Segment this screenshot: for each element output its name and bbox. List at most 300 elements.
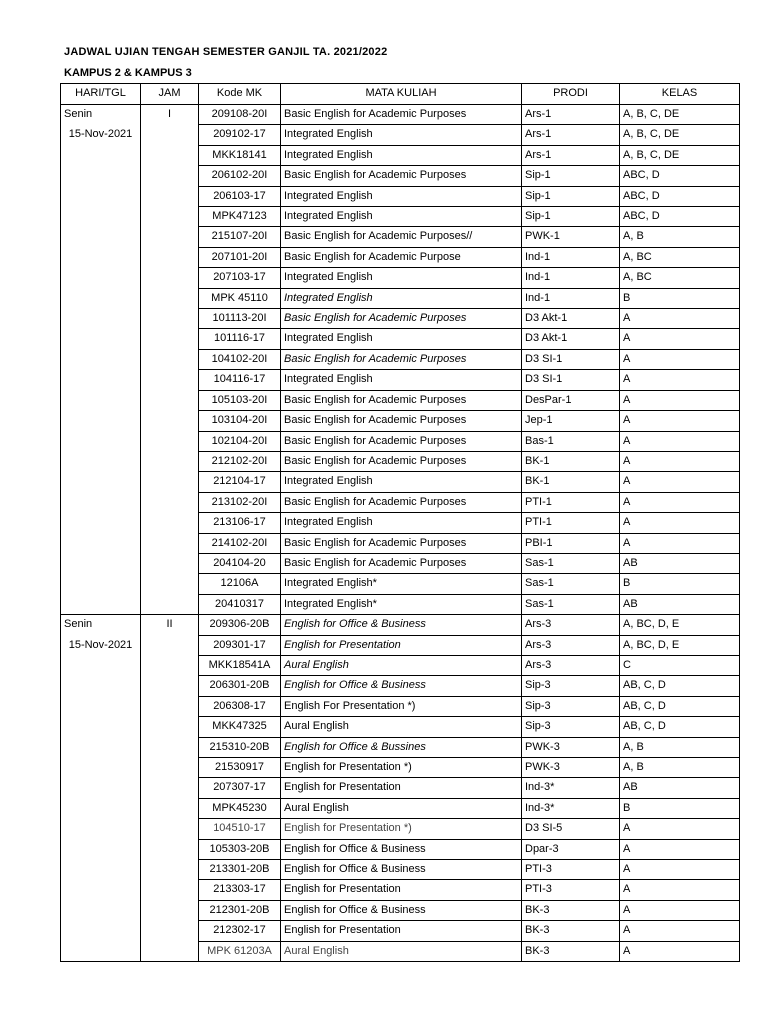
cell-jam (141, 513, 199, 533)
cell-mata-kuliah: English For Presentation *) (281, 696, 522, 716)
cell-prodi: D3 Akt-1 (522, 309, 620, 329)
cell-jam (141, 288, 199, 308)
cell-kelas: A, B (620, 737, 740, 757)
cell-hari (61, 819, 141, 839)
table-body (61, 105, 740, 962)
table-row (61, 451, 740, 471)
cell-mata-kuliah: Integrated English* (281, 574, 522, 594)
cell-hari (61, 329, 141, 349)
cell-jam (141, 941, 199, 961)
table-row (61, 370, 740, 390)
table-row (61, 594, 740, 614)
cell-jam (141, 737, 199, 757)
table-row (61, 574, 740, 594)
cell-hari (61, 513, 141, 533)
cell-kelas: B (620, 798, 740, 818)
cell-jam (141, 921, 199, 941)
cell-kode-mk: 212301-20B (199, 900, 281, 920)
cell-kelas: ABC, D (620, 207, 740, 227)
cell-kelas: A (620, 390, 740, 410)
cell-kode-mk: 207103-17 (199, 268, 281, 288)
cell-kode-mk: 21530917 (199, 758, 281, 778)
cell-jam (141, 309, 199, 329)
cell-kode-mk: 105303-20B (199, 839, 281, 859)
table-row (61, 390, 740, 410)
cell-kelas: AB (620, 553, 740, 573)
cell-kode-mk: MKK18541A (199, 655, 281, 675)
cell-kode-mk: 207101-20I (199, 247, 281, 267)
table-row (61, 492, 740, 512)
cell-kode-mk: 209108-20I (199, 105, 281, 125)
cell-mata-kuliah: Integrated English (281, 186, 522, 206)
table-row (61, 900, 740, 920)
cell-mata-kuliah: Basic English for Academic Purposes (281, 492, 522, 512)
table-row (61, 513, 740, 533)
cell-kelas: A, B, C, DE (620, 145, 740, 165)
cell-kelas: C (620, 655, 740, 675)
cell-kelas: A, B, C, DE (620, 125, 740, 145)
cell-jam (141, 553, 199, 573)
table-row (61, 696, 740, 716)
cell-kode-mk: 204104-20 (199, 553, 281, 573)
cell-kode-mk: 103104-20I (199, 411, 281, 431)
cell-prodi: BK-3 (522, 900, 620, 920)
cell-prodi: Sip-3 (522, 696, 620, 716)
cell-kode-mk: 209306-20B (199, 615, 281, 635)
cell-kode-mk: 213301-20B (199, 860, 281, 880)
table-row (61, 166, 740, 186)
cell-prodi: Dpar-3 (522, 839, 620, 859)
cell-hari (61, 553, 141, 573)
document-subtitle: KAMPUS 2 & KAMPUS 3 (64, 67, 192, 79)
cell-mata-kuliah: English for Presentation *) (281, 819, 522, 839)
cell-hari: Senin (61, 615, 141, 635)
cell-kelas: A (620, 513, 740, 533)
table-row (61, 778, 740, 798)
cell-kelas: A (620, 329, 740, 349)
cell-hari (61, 186, 141, 206)
cell-jam (141, 207, 199, 227)
cell-kelas: A, B (620, 758, 740, 778)
cell-kode-mk: 212302-17 (199, 921, 281, 941)
cell-hari (61, 941, 141, 961)
cell-mata-kuliah: English for Office & Bussines (281, 737, 522, 757)
column-header-kelas: KELAS (620, 84, 740, 105)
cell-hari (61, 696, 141, 716)
cell-mata-kuliah: English for Office & Business (281, 900, 522, 920)
table-row (61, 309, 740, 329)
cell-kelas: AB, C, D (620, 676, 740, 696)
cell-prodi: Sas-1 (522, 553, 620, 573)
table-row (61, 635, 740, 655)
cell-kode-mk: 206308-17 (199, 696, 281, 716)
column-header-mata-kuliah: MATA KULIAH (281, 84, 522, 105)
cell-mata-kuliah: English for Office & Business (281, 615, 522, 635)
table-row (61, 860, 740, 880)
cell-kelas: B (620, 288, 740, 308)
cell-kode-mk: MKK47325 (199, 717, 281, 737)
cell-kode-mk: 102104-20I (199, 431, 281, 451)
cell-hari (61, 880, 141, 900)
cell-kode-mk: 213106-17 (199, 513, 281, 533)
cell-prodi: Ind-3* (522, 778, 620, 798)
cell-prodi: PTI-3 (522, 860, 620, 880)
cell-hari (61, 574, 141, 594)
cell-prodi: D3 SI-1 (522, 349, 620, 369)
cell-mata-kuliah: Integrated English (281, 370, 522, 390)
cell-hari (61, 594, 141, 614)
cell-prodi: Sip-1 (522, 207, 620, 227)
cell-mata-kuliah: Basic English for Academic Purposes (281, 411, 522, 431)
cell-kode-mk: 206103-17 (199, 186, 281, 206)
cell-kelas: A (620, 370, 740, 390)
cell-prodi: Ars-3 (522, 615, 620, 635)
cell-jam (141, 390, 199, 410)
cell-prodi: PWK-3 (522, 737, 620, 757)
cell-jam (141, 431, 199, 451)
cell-mata-kuliah: Integrated English (281, 472, 522, 492)
cell-kelas: AB, C, D (620, 717, 740, 737)
cell-prodi: Ars-1 (522, 145, 620, 165)
cell-kelas: A (620, 819, 740, 839)
cell-kode-mk: 20410317 (199, 594, 281, 614)
cell-kelas: ABC, D (620, 186, 740, 206)
cell-jam (141, 370, 199, 390)
cell-jam (141, 655, 199, 675)
table-row (61, 186, 740, 206)
cell-kelas: A (620, 431, 740, 451)
table-row (61, 655, 740, 675)
table-row (61, 839, 740, 859)
table-row (61, 676, 740, 696)
cell-kode-mk: 213303-17 (199, 880, 281, 900)
cell-hari (61, 390, 141, 410)
column-header-prodi: PRODI (522, 84, 620, 105)
table-row (61, 880, 740, 900)
cell-mata-kuliah: Aural English (281, 798, 522, 818)
cell-prodi: Sip-3 (522, 717, 620, 737)
cell-mata-kuliah: Integrated English (281, 125, 522, 145)
cell-kode-mk: 214102-20I (199, 533, 281, 553)
cell-prodi: Sip-3 (522, 676, 620, 696)
cell-mata-kuliah: Basic English for Academic Purposes (281, 451, 522, 471)
cell-prodi: BK-3 (522, 921, 620, 941)
cell-kode-mk: 207307-17 (199, 778, 281, 798)
cell-kode-mk: MPK47123 (199, 207, 281, 227)
cell-hari (61, 737, 141, 757)
cell-kode-mk: 209301-17 (199, 635, 281, 655)
cell-jam (141, 533, 199, 553)
cell-prodi: Sip-1 (522, 166, 620, 186)
cell-kelas: A, BC, D, E (620, 615, 740, 635)
table-row (61, 349, 740, 369)
cell-prodi: Ind-1 (522, 288, 620, 308)
table-header-row (61, 84, 740, 105)
cell-hari (61, 492, 141, 512)
cell-jam (141, 798, 199, 818)
cell-jam: I (141, 105, 199, 125)
cell-kode-mk: 206102-20I (199, 166, 281, 186)
cell-hari: 15-Nov-2021 (61, 125, 141, 145)
cell-prodi: BK-1 (522, 451, 620, 471)
cell-kelas: A, B (620, 227, 740, 247)
table-row (61, 431, 740, 451)
column-header-jam: JAM (141, 84, 199, 105)
cell-kelas: A (620, 411, 740, 431)
cell-prodi: D3 SI-5 (522, 819, 620, 839)
cell-kelas: A (620, 451, 740, 471)
cell-mata-kuliah: English for Office & Business (281, 676, 522, 696)
cell-jam (141, 880, 199, 900)
cell-jam (141, 860, 199, 880)
cell-kode-mk: MPK 61203A (199, 941, 281, 961)
column-header-kode: Kode MK (199, 84, 281, 105)
cell-prodi: Ind-1 (522, 268, 620, 288)
cell-kelas: A, B, C, DE (620, 105, 740, 125)
table-row (61, 105, 740, 125)
cell-kelas: A (620, 309, 740, 329)
cell-mata-kuliah: Basic English for Academic Purposes// (281, 227, 522, 247)
cell-mata-kuliah: Basic English for Academic Purposes (281, 390, 522, 410)
cell-jam (141, 268, 199, 288)
cell-hari: 15-Nov-2021 (61, 635, 141, 655)
cell-kode-mk: 104102-20I (199, 349, 281, 369)
cell-prodi: PWK-3 (522, 758, 620, 778)
cell-kode-mk: 212102-20I (199, 451, 281, 471)
table-row (61, 717, 740, 737)
cell-kode-mk: MKK18141 (199, 145, 281, 165)
cell-kelas: AB (620, 778, 740, 798)
cell-kode-mk: 101116-17 (199, 329, 281, 349)
cell-mata-kuliah: Integrated English (281, 513, 522, 533)
document-title: JADWAL UJIAN TENGAH SEMESTER GANJIL TA. 2021/2022 (64, 46, 388, 58)
cell-kelas: A, BC (620, 247, 740, 267)
cell-jam (141, 819, 199, 839)
cell-hari (61, 758, 141, 778)
cell-hari (61, 655, 141, 675)
table-row (61, 125, 740, 145)
cell-hari (61, 798, 141, 818)
cell-kelas: A (620, 349, 740, 369)
cell-hari (61, 207, 141, 227)
cell-jam (141, 778, 199, 798)
cell-prodi: PBI-1 (522, 533, 620, 553)
table-row (61, 798, 740, 818)
exam-schedule-table (60, 83, 740, 962)
cell-jam (141, 411, 199, 431)
cell-jam (141, 758, 199, 778)
cell-hari (61, 778, 141, 798)
cell-mata-kuliah: Integrated English (281, 288, 522, 308)
cell-jam (141, 186, 199, 206)
cell-hari (61, 288, 141, 308)
cell-kode-mk: MPK 45110 (199, 288, 281, 308)
cell-mata-kuliah: Aural English (281, 655, 522, 675)
cell-kode-mk: 215107-20I (199, 227, 281, 247)
cell-prodi: Ars-1 (522, 105, 620, 125)
cell-mata-kuliah: English for Presentation (281, 921, 522, 941)
cell-jam (141, 635, 199, 655)
table-row (61, 758, 740, 778)
table-row (61, 819, 740, 839)
cell-prodi: PWK-1 (522, 227, 620, 247)
cell-kelas: A, BC (620, 268, 740, 288)
cell-prodi: Ind-3* (522, 798, 620, 818)
table-row (61, 615, 740, 635)
cell-mata-kuliah: Aural English (281, 941, 522, 961)
cell-mata-kuliah: Basic English for Academic Purposes (281, 349, 522, 369)
table-row (61, 145, 740, 165)
cell-jam (141, 451, 199, 471)
cell-kelas: A (620, 533, 740, 553)
cell-kelas: A (620, 921, 740, 941)
cell-jam (141, 247, 199, 267)
cell-kode-mk: 213102-20I (199, 492, 281, 512)
cell-prodi: Ars-3 (522, 655, 620, 675)
cell-mata-kuliah: English for Presentation (281, 778, 522, 798)
cell-kode-mk: MPK45230 (199, 798, 281, 818)
cell-jam (141, 125, 199, 145)
cell-jam (141, 696, 199, 716)
cell-mata-kuliah: Basic English for Academic Purposes (281, 533, 522, 553)
cell-prodi: PTI-3 (522, 880, 620, 900)
cell-jam (141, 227, 199, 247)
cell-prodi: Sip-1 (522, 186, 620, 206)
cell-hari (61, 839, 141, 859)
cell-mata-kuliah: Basic English for Academic Purposes (281, 166, 522, 186)
cell-hari (61, 247, 141, 267)
cell-kode-mk: 101113-20I (199, 309, 281, 329)
cell-mata-kuliah: Basic English for Academic Purposes (281, 309, 522, 329)
table-row (61, 921, 740, 941)
cell-jam (141, 839, 199, 859)
cell-prodi: Ars-3 (522, 635, 620, 655)
cell-jam (141, 717, 199, 737)
cell-hari (61, 860, 141, 880)
cell-prodi: Ars-1 (522, 125, 620, 145)
cell-jam (141, 349, 199, 369)
table-row (61, 472, 740, 492)
cell-mata-kuliah: Basic English for Academic Purposes (281, 431, 522, 451)
cell-kelas: AB, C, D (620, 696, 740, 716)
cell-hari (61, 431, 141, 451)
cell-prodi: PTI-1 (522, 513, 620, 533)
cell-prodi: Ind-1 (522, 247, 620, 267)
cell-hari (61, 309, 141, 329)
cell-jam (141, 329, 199, 349)
cell-prodi: D3 SI-1 (522, 370, 620, 390)
cell-jam (141, 594, 199, 614)
cell-mata-kuliah: Basic English for Academic Purposes (281, 105, 522, 125)
cell-hari (61, 227, 141, 247)
cell-hari (61, 411, 141, 431)
column-header-hari: HARI/TGL (61, 84, 141, 105)
cell-kode-mk: 209102-17 (199, 125, 281, 145)
cell-mata-kuliah: English for Presentation (281, 635, 522, 655)
cell-prodi: BK-1 (522, 472, 620, 492)
table-row (61, 553, 740, 573)
cell-kelas: A (620, 839, 740, 859)
cell-jam (141, 676, 199, 696)
cell-hari (61, 717, 141, 737)
cell-mata-kuliah: Integrated English (281, 145, 522, 165)
cell-hari (61, 451, 141, 471)
cell-prodi: Bas-1 (522, 431, 620, 451)
cell-hari (61, 349, 141, 369)
cell-mata-kuliah: Aural English (281, 717, 522, 737)
cell-jam (141, 166, 199, 186)
cell-hari (61, 900, 141, 920)
table-row (61, 268, 740, 288)
table-row (61, 737, 740, 757)
cell-kelas: A (620, 880, 740, 900)
cell-kode-mk: 12106A (199, 574, 281, 594)
cell-prodi: BK-3 (522, 941, 620, 961)
cell-hari (61, 166, 141, 186)
cell-prodi: Jep-1 (522, 411, 620, 431)
cell-prodi: Sas-1 (522, 594, 620, 614)
table-row (61, 227, 740, 247)
cell-mata-kuliah: Basic English for Academic Purpose (281, 247, 522, 267)
table-row (61, 411, 740, 431)
cell-hari (61, 921, 141, 941)
cell-kelas: A (620, 860, 740, 880)
cell-jam: II (141, 615, 199, 635)
cell-hari (61, 145, 141, 165)
table-row (61, 941, 740, 961)
cell-hari (61, 676, 141, 696)
cell-prodi: DesPar-1 (522, 390, 620, 410)
cell-jam (141, 900, 199, 920)
cell-mata-kuliah: Integrated English (281, 329, 522, 349)
cell-hari (61, 268, 141, 288)
cell-hari (61, 370, 141, 390)
cell-kode-mk: 215310-20B (199, 737, 281, 757)
cell-jam (141, 492, 199, 512)
cell-kode-mk: 206301-20B (199, 676, 281, 696)
table-row (61, 329, 740, 349)
cell-kelas: A (620, 472, 740, 492)
cell-mata-kuliah: English for Office & Business (281, 860, 522, 880)
table-row (61, 247, 740, 267)
cell-kode-mk: 104510-17 (199, 819, 281, 839)
table-row (61, 533, 740, 553)
cell-mata-kuliah: English for Office & Business (281, 839, 522, 859)
cell-hari: Senin (61, 105, 141, 125)
cell-mata-kuliah: Basic English for Academic Purposes (281, 553, 522, 573)
cell-kelas: A (620, 941, 740, 961)
cell-jam (141, 472, 199, 492)
cell-kelas: B (620, 574, 740, 594)
cell-mata-kuliah: Integrated English (281, 268, 522, 288)
cell-kode-mk: 212104-17 (199, 472, 281, 492)
cell-kelas: A (620, 492, 740, 512)
cell-prodi: D3 Akt-1 (522, 329, 620, 349)
cell-kelas: ABC, D (620, 166, 740, 186)
cell-mata-kuliah: English for Presentation *) (281, 758, 522, 778)
cell-kode-mk: 104116-17 (199, 370, 281, 390)
cell-mata-kuliah: Integrated English (281, 207, 522, 227)
table-row (61, 207, 740, 227)
cell-prodi: PTI-1 (522, 492, 620, 512)
cell-kelas: A, BC, D, E (620, 635, 740, 655)
cell-hari (61, 533, 141, 553)
cell-mata-kuliah: English for Presentation (281, 880, 522, 900)
cell-hari (61, 472, 141, 492)
cell-jam (141, 145, 199, 165)
cell-kelas: AB (620, 594, 740, 614)
cell-prodi: Sas-1 (522, 574, 620, 594)
